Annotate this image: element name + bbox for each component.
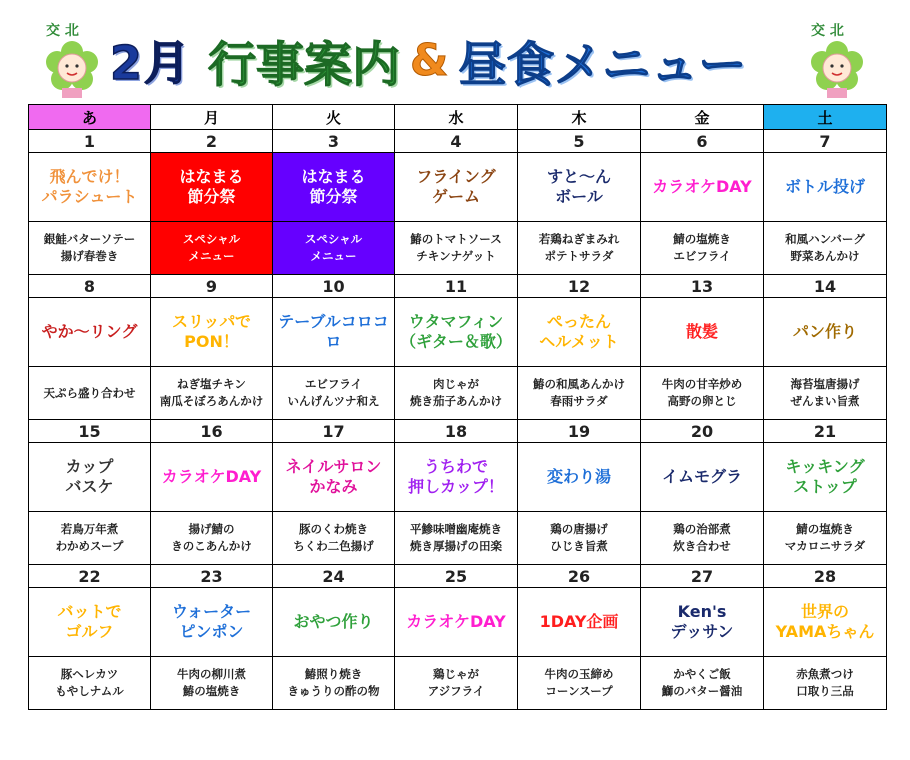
- date-number: 22: [29, 565, 151, 588]
- event-row: [29, 153, 887, 222]
- weekday-header: あ: [29, 105, 151, 130]
- mascot-label: 交 北: [811, 23, 844, 39]
- lunch-menu-cell: 肉じゃが 焼き茄子あんかけ: [395, 367, 518, 420]
- date-row: [29, 565, 887, 588]
- lunch-menu-cell: 牛肉の柳川煮 鰆の塩焼き: [151, 657, 273, 710]
- date-number: 11: [395, 275, 518, 298]
- weekday-header: 土: [764, 105, 887, 130]
- event-cell: パン作り: [764, 298, 887, 367]
- weekday-header: 月: [151, 105, 273, 130]
- date-number: 3: [273, 130, 395, 153]
- lunch-menu-cell: 鶏の治部煮 炊き合わせ: [641, 512, 764, 565]
- event-cell: 飛んでけ！ パラシュート: [29, 153, 151, 222]
- menu-row: [29, 222, 887, 275]
- page-title: [110, 30, 747, 93]
- menu-row: [29, 657, 887, 710]
- lunch-menu-cell: 若鶏ねぎまみれ ポテトサラダ: [518, 222, 641, 275]
- event-cell: ウタマフィン （ギター＆歌）: [395, 298, 518, 367]
- event-cell: すと〜ん ボール: [518, 153, 641, 222]
- event-cell: ウォーター ピンポン: [151, 588, 273, 657]
- event-cell: 変わり湯: [518, 443, 641, 512]
- event-cell: カラオケDAY: [395, 588, 518, 657]
- event-cell: ぺったん ヘルメット: [518, 298, 641, 367]
- lunch-menu-cell: 揚げ鯖の きのこあんかけ: [151, 512, 273, 565]
- date-number: 28: [764, 565, 887, 588]
- weekday-header: 木: [518, 105, 641, 130]
- event-row: [29, 443, 887, 512]
- event-cell: 世界の YAMAちゃん: [764, 588, 887, 657]
- date-number: 19: [518, 420, 641, 443]
- date-number: 21: [764, 420, 887, 443]
- lunch-menu-cell: 鰆のトマトソース チキンナゲット: [395, 222, 518, 275]
- event-cell: テーブルコロコロ: [273, 298, 395, 367]
- menu-row: [29, 367, 887, 420]
- event-cell: はなまる 節分祭: [273, 153, 395, 222]
- date-number: 12: [518, 275, 641, 298]
- lunch-menu-cell: 牛肉の甘辛炒め 高野の卵とじ: [641, 367, 764, 420]
- mascot-right: [805, 20, 875, 100]
- event-cell: やか〜リング: [29, 298, 151, 367]
- event-cell: Ken's デッサン: [641, 588, 764, 657]
- lunch-menu-cell: 鯖の塩焼き マカロニサラダ: [764, 512, 887, 565]
- page-header: [0, 0, 910, 100]
- lunch-menu-cell: 豚のくわ焼き ちくわ二色揚げ: [273, 512, 395, 565]
- date-number: 25: [395, 565, 518, 588]
- date-number: 9: [151, 275, 273, 298]
- date-row: [29, 420, 887, 443]
- event-row: [29, 298, 887, 367]
- date-number: 10: [273, 275, 395, 298]
- lunch-menu-cell: 牛肉の玉締め コーンスープ: [518, 657, 641, 710]
- title-month: 2月: [110, 36, 193, 90]
- lunch-menu-cell: 豚ヘレカツ もやしナムル: [29, 657, 151, 710]
- event-cell: フライング ゲーム: [395, 153, 518, 222]
- lunch-menu-cell: 銀鮭バターソテー 揚げ春巻き: [29, 222, 151, 275]
- title-events: 行事案内: [208, 36, 401, 93]
- lunch-menu-cell: 鯖の塩焼き エビフライ: [641, 222, 764, 275]
- event-cell: スリッパで PON！: [151, 298, 273, 367]
- date-number: 13: [641, 275, 764, 298]
- lunch-menu-cell: エビフライ いんげんツナ和え: [273, 367, 395, 420]
- calendar-table: [28, 104, 887, 710]
- date-number: 27: [641, 565, 764, 588]
- event-row: [29, 588, 887, 657]
- title-lunch-menu: 昼食メニュー: [458, 36, 747, 93]
- event-cell: 1DAY企画: [518, 588, 641, 657]
- date-number: 7: [764, 130, 887, 153]
- event-cell: ネイルサロン かなみ: [273, 443, 395, 512]
- calendar-body: [29, 105, 887, 710]
- lunch-menu-cell: かやくご飯 鰤のバター醤油: [641, 657, 764, 710]
- date-row: [29, 275, 887, 298]
- event-cell: キッキング ストップ: [764, 443, 887, 512]
- date-number: 17: [273, 420, 395, 443]
- event-cell: ボトル投げ: [764, 153, 887, 222]
- event-cell: カラオケDAY: [151, 443, 273, 512]
- lunch-menu-cell: 鰆の和風あんかけ 春雨サラダ: [518, 367, 641, 420]
- lunch-menu-cell: 和風ハンバーグ 野菜あんかけ: [764, 222, 887, 275]
- menu-row: [29, 512, 887, 565]
- event-cell: カップ バスケ: [29, 443, 151, 512]
- mascot-label: 交 北: [46, 23, 79, 39]
- mascot-left: [40, 20, 110, 100]
- date-number: 4: [395, 130, 518, 153]
- weekday-header: 火: [273, 105, 395, 130]
- date-number: 16: [151, 420, 273, 443]
- lunch-menu-cell: 鶏じゃが アジフライ: [395, 657, 518, 710]
- date-number: 14: [764, 275, 887, 298]
- date-number: 1: [29, 130, 151, 153]
- date-number: 26: [518, 565, 641, 588]
- date-row: [29, 130, 887, 153]
- lunch-menu-cell: スペシャル メニュー: [273, 222, 395, 275]
- lunch-menu-cell: 赤魚煮つけ 口取り三品: [764, 657, 887, 710]
- title-ampersand: &: [410, 34, 449, 86]
- date-number: 5: [518, 130, 641, 153]
- lunch-menu-cell: 天ぷら盛り合わせ: [29, 367, 151, 420]
- weekday-header-row: [29, 105, 887, 130]
- event-cell: 散髪: [641, 298, 764, 367]
- event-cell: バットで ゴルフ: [29, 588, 151, 657]
- date-number: 2: [151, 130, 273, 153]
- date-number: 24: [273, 565, 395, 588]
- lunch-menu-cell: 鰆照り焼き きゅうりの酢の物: [273, 657, 395, 710]
- event-cell: はなまる 節分祭: [151, 153, 273, 222]
- event-cell: カラオケDAY: [641, 153, 764, 222]
- date-number: 23: [151, 565, 273, 588]
- event-cell: うちわで 押しカップ！: [395, 443, 518, 512]
- lunch-menu-cell: 若鳥万年煮 わかめスープ: [29, 512, 151, 565]
- date-number: 20: [641, 420, 764, 443]
- lunch-menu-cell: ねぎ塩チキン 南瓜そぼろあんかけ: [151, 367, 273, 420]
- lunch-menu-cell: スペシャル メニュー: [151, 222, 273, 275]
- event-cell: イムモグラ: [641, 443, 764, 512]
- weekday-header: 水: [395, 105, 518, 130]
- date-number: 15: [29, 420, 151, 443]
- weekday-header: 金: [641, 105, 764, 130]
- date-number: 18: [395, 420, 518, 443]
- lunch-menu-cell: 鶏の唐揚げ ひじき旨煮: [518, 512, 641, 565]
- lunch-menu-cell: 平鯵味噌幽庵焼き 焼き厚揚げの田楽: [395, 512, 518, 565]
- event-cell: おやつ作り: [273, 588, 395, 657]
- lunch-menu-cell: 海苔塩唐揚げ ぜんまい旨煮: [764, 367, 887, 420]
- date-number: 8: [29, 275, 151, 298]
- date-number: 6: [641, 130, 764, 153]
